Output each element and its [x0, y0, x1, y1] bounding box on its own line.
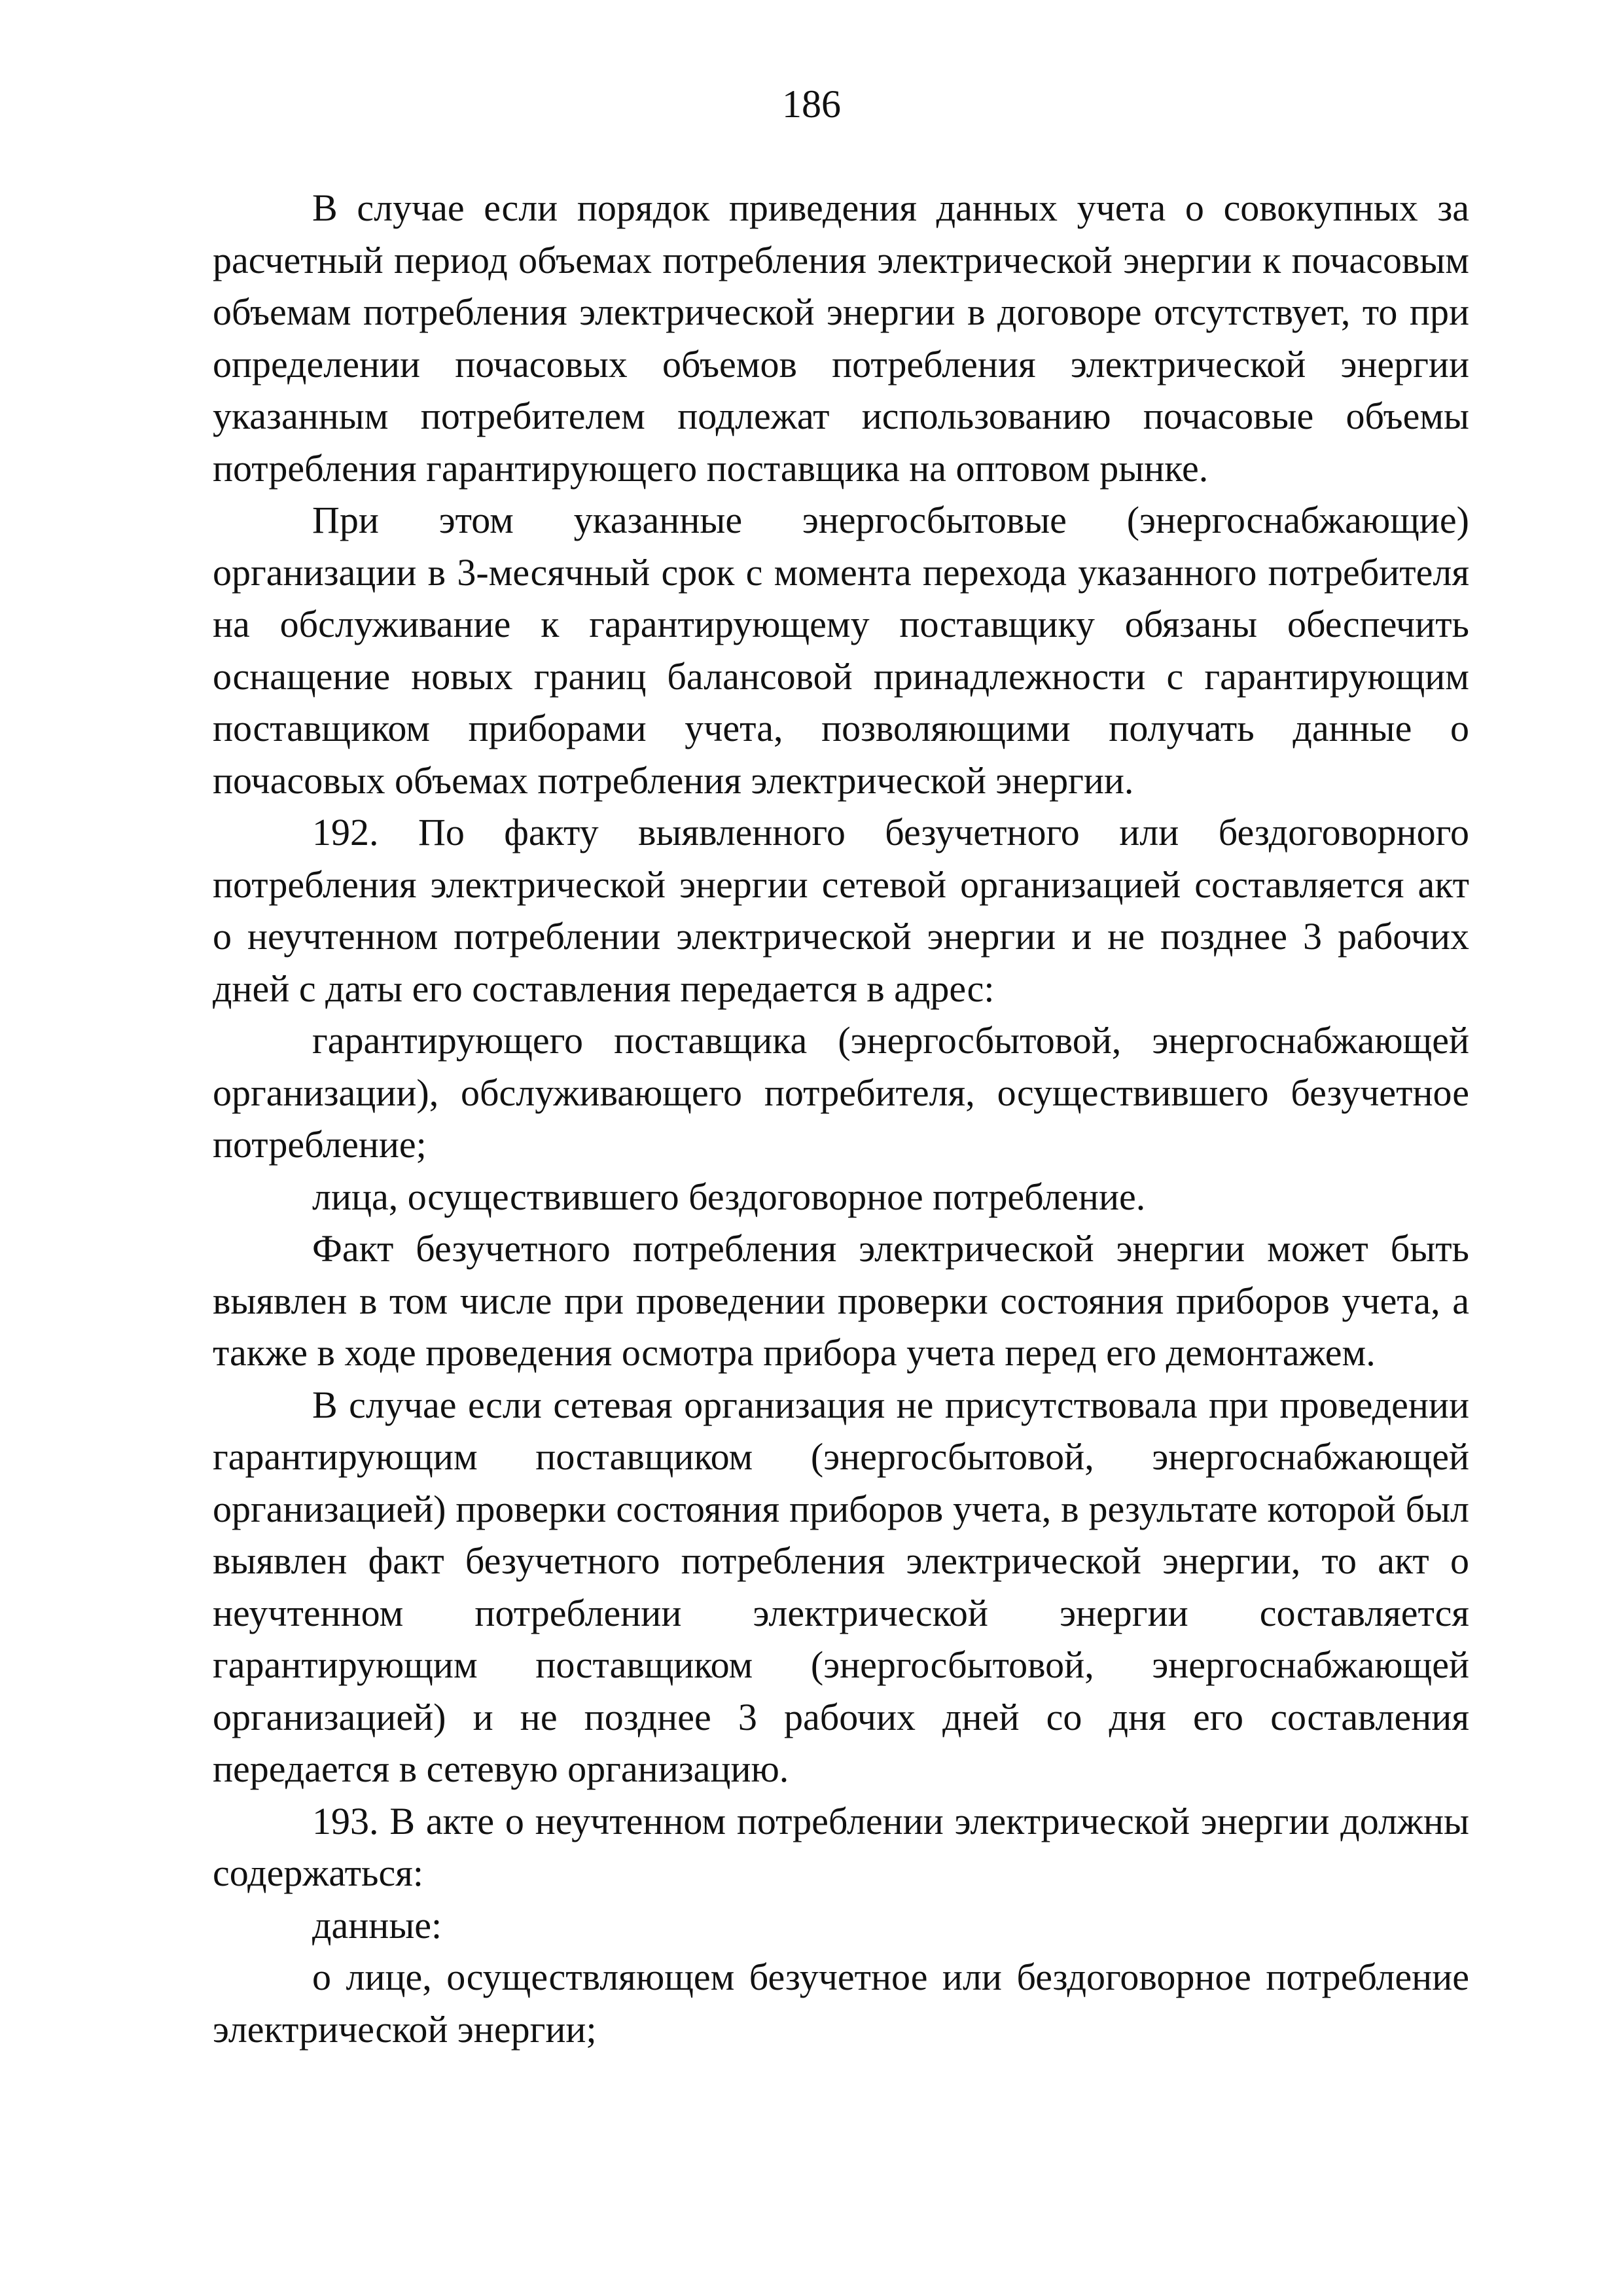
paragraph-guaranteeing-supplier: гарантирующего поставщика (энергосбытовой, энергоснабжающей организации), обслуживающего потребителя, осуществившего безучетное потребление; — [213, 1019, 1469, 1166]
paragraph-network-absent: В случае если сетевая организация не присутствовала при проведении гарантирующим поставщиком (энергосбытовой, энергоснабжающей организацией) проверки состояния приборов учета, в результате которой был выявлен факт безучетного потребления электрической энергии, то акт о неучтенном потреблении электрической энергии составляется гарантирующим поставщиком (энергосбытовой, энергоснабжающей организацией) и не позднее 3 рабочих дней со дня его составления передается в сетевую организацию. — [213, 1383, 1469, 1790]
paragraph-hourly-volumes: В случае если порядок приведения данных учета о совокупных за расчетный период объемах потребления электрической энергии к почасовым объемам потребления электрической энергии в договоре отсутствует, то при определении почасовых объемов потребления электрической энергии указанным потребителем подлежат использованию почасовые объемы потребления гарантирующего поставщика на оптовом рынке. — [213, 187, 1469, 490]
paragraph-about-person: о лице, осуществляющем безучетное или бездоговорное потребление электрической энергии; — [213, 1956, 1469, 2051]
paragraph-unmetered-fact: Факт безучетного потребления электрической энергии может быть выявлен в том числе при проведении проверки состояния приборов учета, а также в ходе проведения осмотра прибора учета перед его демонтажем. — [213, 1227, 1469, 1374]
document-body — [213, 182, 1469, 2055]
paragraph-item-192: 192. По факту выявленного безучетного или бездоговорного потребления электрической энергии сетевой организацией составляется акт о неучтенном потреблении электрической энергии и не позднее 3 рабочих дней с даты его составления передается в адрес: — [213, 811, 1469, 1010]
paragraph-metering-equipment: При этом указанные энергосбытовые (энергоснабжающие) организации в 3-месячный срок с момента перехода указанного потребителя на обслуживание к гарантирующему поставщику обязаны обеспечить оснащение новых границ балансовой принадлежности с гарантирующим поставщиком приборами учета, позволяющими получать данные о почасовых объемах потребления электрической энергии. — [213, 499, 1469, 802]
paragraph-item-193: 193. В акте о неучтенном потреблении электрической энергии должны содержаться: — [213, 1799, 1469, 1894]
page-number: 186 — [782, 82, 841, 126]
paragraph-data-label: данные: — [312, 1903, 442, 1946]
paragraph-contractless-person: лица, осуществившего бездоговорное потребление. — [312, 1175, 1146, 1218]
